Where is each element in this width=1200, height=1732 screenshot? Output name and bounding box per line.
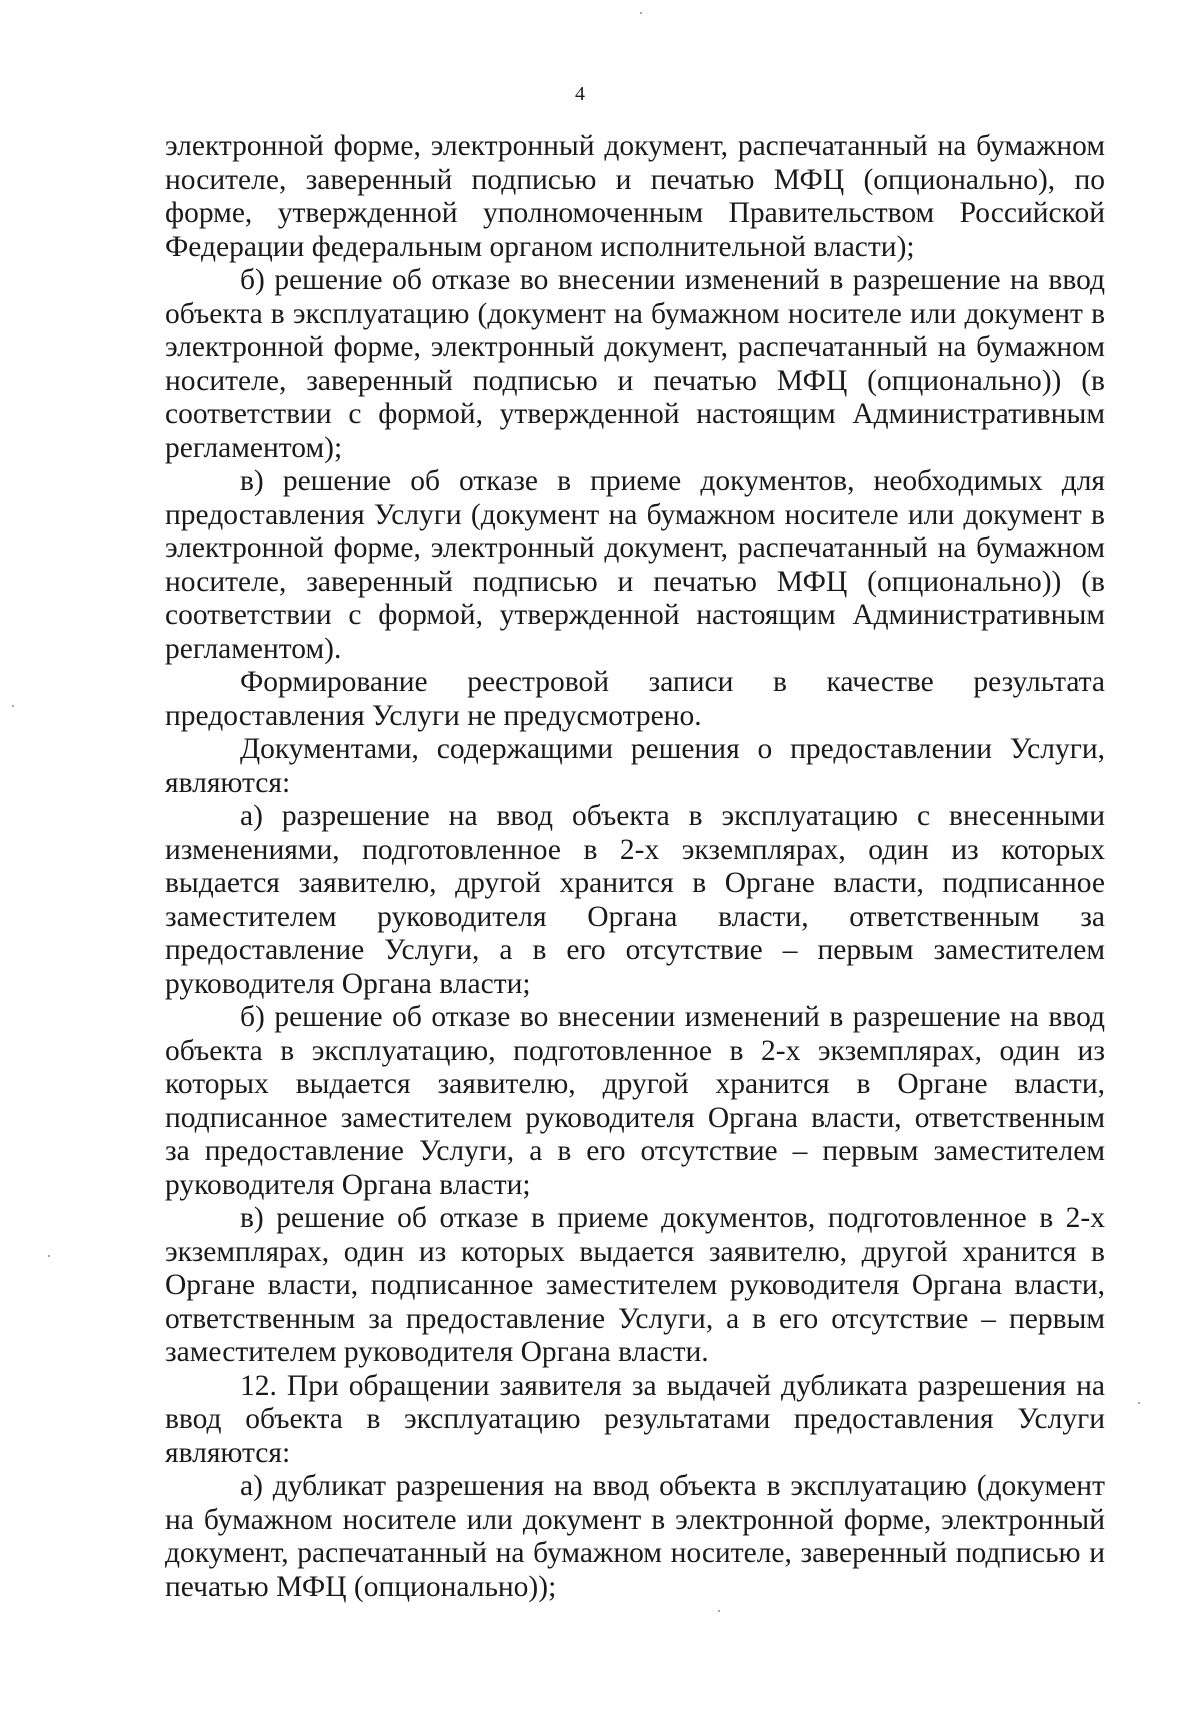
scan-speck [718,1610,720,1612]
paragraph-item-v-refusal-documents: в) решение об отказе в приеме документов, необходимых для предоставления Услуги (документ на бумажном носителе или документ в электронной форме, электронный документ, распечатанный на бумажном носителе, заверенный подписью и печатью МФЦ (опционально)) (в соответствии с формой, утвержденной настоящим Административным регламентом). [165,465,1105,665]
scan-speck [640,12,642,14]
paragraph-continuation: электронной форме, электронный документ, распечатанный на бумажном носителе, заверенный подписью и печатью МФЦ (опционально), по форме, утвержденной уполномоченным Правительством Российской Федерации федеральным органом исполнительной власти); [165,130,1105,263]
paragraph-item-b-refusal-permit: б) решение об отказе во внесении изменений в разрешение на ввод объекта в эксплуатацию, подготовленное в 2-х экземплярах, один из которых выдается заявителю, другой хранится в Органе власти, подписанное заместителем руководителя Органа власти, ответственным за предоставление Услуги, а в его отсутствие – первым заместителем руководителя Органа власти; [165,1001,1105,1201]
scan-speck [48,1255,50,1257]
paragraph-registry-record: Формирование реестровой записи в качестве результата предоставления Услуги не предусмотрено. [165,666,1105,732]
scan-speck [1138,1402,1140,1404]
paragraph-item-v-refusal-acceptance: в) решение об отказе в приеме документов, подготовленное в 2-х экземплярах, один из которых выдается заявителю, другой хранится в Органе власти, подписанное заместителем руководителя Органа власти, ответственным за предоставление Услуги, а в его отсутствие – первым заместителем руководителя Органа власти. [165,1202,1105,1368]
page-number: 4 [575,83,585,105]
paragraph-item-b-refusal-changes: б) решение об отказе во внесении изменений в разрешение на ввод объекта в эксплуатацию (документ на бумажном носителе или документ в электронной форме, электронный документ, распечатанный на бумажном носителе, заверенный подписью и печатью МФЦ (опционально)) (в соответствии с формой, утвержденной настоящим Административным регламентом); [165,264,1105,464]
paragraph-section-12: 12. При обращении заявителя за выдачей дубликата разрешения на ввод объекта в эксплуатацию результатами предоставления Услуги являются: [165,1369,1105,1469]
paragraph-decision-documents-intro: Документами, содержащими решения о предоставлении Услуги, являются: [165,733,1105,799]
document-body [165,130,1105,1604]
paragraph-item-a-permit: а) разрешение на ввод объекта в эксплуатацию с внесенными изменениями, подготовленное в 2-х экземплярах, один из которых выдается заявителю, другой хранится в Органе власти, подписанное заместителем руководителя Органа власти, ответственным за предоставление Услуги, а в его отсутствие – первым заместителем руководителя Органа власти; [165,800,1105,1000]
paragraph-item-a-duplicate: а) дубликат разрешения на ввод объекта в эксплуатацию (документ на бумажном носителе или документ в электронной форме, электронный документ, распечатанный на бумажном носителе, заверенный подписью и печатью МФЦ (опционально)); [165,1470,1105,1603]
scan-speck [12,705,14,707]
